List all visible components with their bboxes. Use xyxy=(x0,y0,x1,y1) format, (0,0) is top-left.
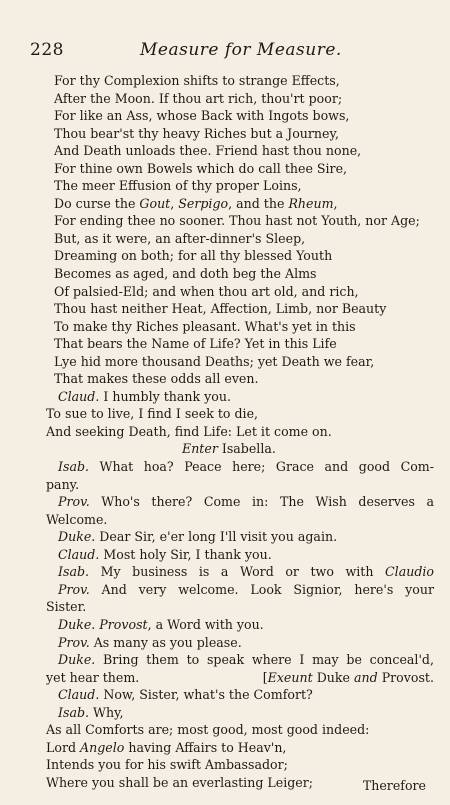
line-text: And Death unloads thee. Friend hast thou none, xyxy=(54,143,362,159)
text-run: , xyxy=(333,195,338,211)
line-text: But, as it were, an after-dinner's Sleep, xyxy=(54,230,306,246)
continuation-line xyxy=(46,511,434,529)
speaker-name: Isab. xyxy=(58,704,90,720)
page-header xyxy=(30,40,430,64)
continuation-line xyxy=(46,739,434,757)
line-text: Thou bear'st thy heavy Riches but a Journey, xyxy=(54,125,339,141)
speaker-name: Isab. xyxy=(58,564,90,580)
line-text: For like an Ass, whose Back with Ingots bows, xyxy=(54,108,350,124)
line-text: Intends you for his swift Ambassador; xyxy=(46,757,288,773)
verse-line xyxy=(46,247,434,265)
play-text xyxy=(46,72,434,791)
text-run: having Affairs to Heav'n, xyxy=(124,739,287,755)
line-text: Sister. xyxy=(46,599,87,615)
verse-line xyxy=(46,125,434,143)
exit-stage-direction xyxy=(263,669,434,687)
text-run: , and the xyxy=(228,195,289,211)
speaker-name: Duke. xyxy=(58,652,96,668)
speaker-name: Claud. xyxy=(58,687,100,703)
line-text: That bears the Name of Life? Yet in this Life xyxy=(54,336,337,352)
line-text: I humbly thank you. xyxy=(99,388,231,404)
continuation-line xyxy=(46,476,434,494)
text-run: [ xyxy=(262,669,268,685)
speech-line xyxy=(46,546,434,564)
verse-line xyxy=(46,212,434,230)
text-run: and xyxy=(354,669,378,685)
catchword: Therefore xyxy=(362,778,426,793)
text-run: Gout xyxy=(139,195,171,211)
line-text: The meer Effusion of thy proper Loins, xyxy=(54,178,302,194)
text-run: Rheum xyxy=(288,195,334,211)
verse-line xyxy=(46,195,434,213)
text-run: Isabella. xyxy=(217,441,276,457)
speaker-name: Isab. xyxy=(58,459,90,475)
text-run: Duke xyxy=(312,669,354,685)
line-text: What hoa? Peace here; Grace and good Com- xyxy=(89,459,434,475)
line-text: As all Comforts are; most good, most good indeed: xyxy=(46,722,370,738)
line-text: Most holy Sir, I thank you. xyxy=(99,546,272,562)
line-text: For ending thee no sooner. Thou hast not Youth, nor Age; xyxy=(54,213,420,229)
speech-line xyxy=(46,388,434,406)
verse-line xyxy=(46,230,434,248)
line-text: Of palsied-Eld; and when thou art old, and rich, xyxy=(54,283,359,299)
line-text: As many as you please. xyxy=(89,634,242,650)
continuation-line xyxy=(46,756,434,774)
text-run: Do curse the xyxy=(54,195,140,211)
verse-line xyxy=(46,160,434,178)
line-text: Becomes as aged, and doth beg the Alms xyxy=(54,266,317,282)
line-text: That makes these odds all even. xyxy=(54,371,259,387)
line-text: Lye hid more thousand Deaths; yet Death we fear, xyxy=(54,353,375,369)
line-text: Why, xyxy=(89,704,124,720)
line-text: yet hear them. xyxy=(46,669,140,685)
speech-line xyxy=(46,686,434,704)
line-text: pany. xyxy=(46,476,80,492)
speech-line xyxy=(46,581,434,599)
continuation-line xyxy=(46,405,434,423)
text-run: , a Word with you. xyxy=(147,616,264,632)
line-text: To sue to live, I find I seek to die, xyxy=(46,406,259,422)
continuation-line xyxy=(46,669,434,687)
verse-line xyxy=(46,283,434,301)
verse-line xyxy=(46,107,434,125)
text-run: Angelo xyxy=(80,739,125,755)
speech-line xyxy=(46,634,434,652)
speaker-name: Duke. xyxy=(58,616,96,632)
speaker-name: Prov. xyxy=(58,494,90,510)
verse-line xyxy=(46,142,434,160)
stage-direction xyxy=(46,440,434,458)
line-text: Now, Sister, what's the Comfort? xyxy=(99,687,313,703)
line-text: For thy Complexion shifts to strange Effects, xyxy=(54,73,340,88)
speech-line xyxy=(46,704,434,722)
line-text: Where you shall be an everlasting Leiger; xyxy=(46,774,314,790)
speech-line xyxy=(46,458,434,476)
line-text: After the Moon. If thou art rich, thou'rt poor; xyxy=(54,90,343,106)
verse-line xyxy=(46,72,434,90)
line-text: For thine own Bowels which do call thee Sire, xyxy=(54,160,348,176)
text-run: , xyxy=(170,195,179,211)
text-run: Lord xyxy=(46,739,81,755)
speech-line xyxy=(46,493,434,511)
verse-line xyxy=(46,335,434,353)
speaker-name: Duke. xyxy=(58,529,96,545)
speech-line xyxy=(46,651,434,669)
page-number: 228 xyxy=(30,40,64,60)
line-text: And seeking Death, find Life: Let it come on. xyxy=(46,423,332,439)
verse-line xyxy=(46,353,434,371)
verse-line xyxy=(46,177,434,195)
text-run: Provost. xyxy=(377,669,434,685)
speaker-name: Prov. xyxy=(58,581,90,597)
verse-line xyxy=(46,300,434,318)
verse-line xyxy=(46,265,434,283)
continuation-line xyxy=(46,721,434,739)
speaker-name: Prov. xyxy=(58,634,90,650)
text-run: Provost xyxy=(95,616,148,632)
continuation-line xyxy=(46,423,434,441)
verse-line xyxy=(46,90,434,108)
running-title: Measure for Measure. xyxy=(140,40,342,60)
speech-line xyxy=(46,563,434,581)
line-text: Who's there? Come in: The Wish deserves a xyxy=(89,494,434,510)
text-run: Serpigo xyxy=(178,195,229,211)
continuation-line xyxy=(46,598,434,616)
line-text: Bring them to speak where I may be conceal'd, xyxy=(95,652,434,668)
verse-line xyxy=(46,318,434,336)
line-text: Dear Sir, e'er long I'll visit you again. xyxy=(95,529,338,545)
line-text: Thou hast neither Heat, Affection, Limb, nor Beauty xyxy=(54,301,387,317)
text-run: Exeunt xyxy=(267,669,313,685)
speech-line xyxy=(46,616,434,634)
line-text: Dreaming on both; for all thy blessed Youth xyxy=(54,248,333,264)
text-run: My business is a Word or two with xyxy=(89,564,386,580)
speaker-name: Claud. xyxy=(58,546,100,562)
line-text: To make thy Riches pleasant. What's yet in this xyxy=(54,318,356,334)
line-text: Welcome. xyxy=(46,511,108,527)
speech-line xyxy=(46,528,434,546)
text-run: Enter xyxy=(182,441,218,457)
speaker-name: Claud. xyxy=(58,388,100,404)
verse-line xyxy=(46,370,434,388)
line-text: And very welcome. Look Signior, here's your xyxy=(89,581,434,597)
text-run: Claudio xyxy=(385,564,434,580)
